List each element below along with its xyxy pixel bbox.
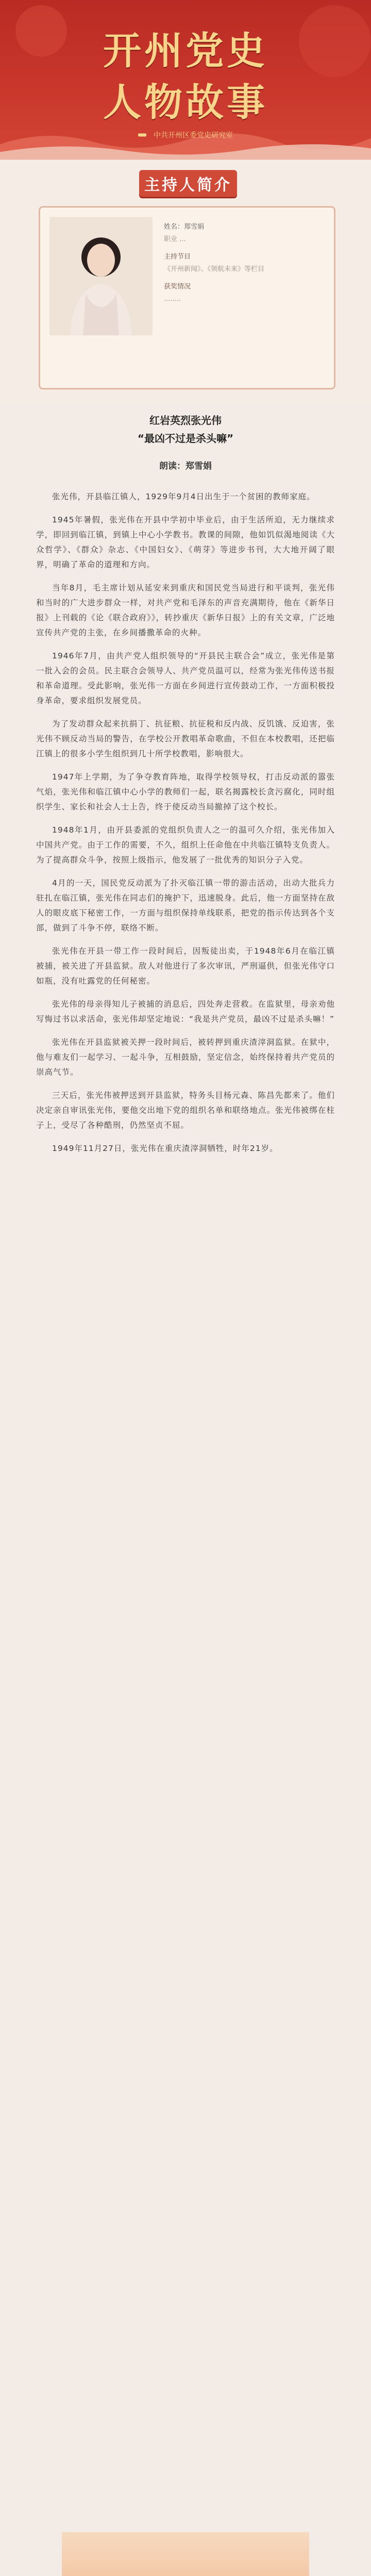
article-paragraph: 张光伟，开县临江镇人，1929年9月4日出生于一个贫困的教师家庭。: [52, 492, 315, 501]
article-paragraph: 1946年7月，由共产党人组织领导的“开县民主联合会”成立，张光伟是第一批入会的会员。民主联合会领导人、共产党员温可以，经常为张光伟传送书报和革命道理。受此影响，张光伟一方面在乡间进行宣传鼓动工作，一方面积极投身革命，要求组织发展党员。: [36, 651, 335, 705]
host-works-label: 主持节目: [164, 253, 191, 261]
banner-subtitle: [113, 128, 258, 142]
landscape-photo: [62, 2532, 309, 2576]
article-paragraph: 张光伟在开县一带工作一段时间后，因叛徒出卖，于1948年6月在临江镇被捕，被关进了开县监狱。敌人对他进行了多次审讯，严刑逼供，但张光伟守口如瓶，没有吐露党的任何秘密。: [36, 946, 335, 986]
article-title: 红岩英烈张光伟: [149, 414, 222, 427]
host-section-title: 主持人简介: [144, 176, 232, 194]
host-portrait-image: [49, 217, 153, 335]
host-honor: ........: [164, 295, 181, 303]
article-paragraph: 当年8月，毛主席计划从延安来到重庆和国民党当局进行和平谈判，张光伟和当时的广大进步群众一样，对共产党和毛泽东的声音充满期待，他在《新华日报》上刊载的《论《联合政府》》，转抄重庆《新华日报》上的有关文章，广泛地宣传共产党的主张，在乡间播撒革命的火种。: [36, 583, 335, 637]
article-heading: [0, 412, 371, 445]
article-paragraph: 三天后，张光伟被押送到开县监狱，特务头目杨元森、陈昌先都来了。他们决定亲自审讯张光伟，要他交出地下党的组织名单和联络地点。张光伟被绑在柱子上，受尽了各种酷刑，仍然坚贞不屈。: [36, 1091, 335, 1130]
host-section-header: [139, 170, 237, 197]
article-paragraph: 1945年暑假，张光伟在开县中学初中毕业后，由于生活所迫，无力继续求学，即回到临江镇，到镇上中心小学教书。教课的间隙，他如饥似渴地阅读《大众哲学》、《群众》杂志、《中国妇女》、《萌芽》等进步书刊，大大地开阔了眼界，明确了革命的道理和方向。: [36, 515, 335, 569]
reader-credit: 朗读：郑雪娟: [159, 461, 212, 471]
article-paragraph: 1948年1月，由开县委派的党组织负责人之一的温可久介绍，张光伟加入中国共产党。由于工作的需要，不久，组织上任命他在中共临江镇特支负责人。为了提高群众斗争，按照上级指示，他发展了一批优秀的知识分子入党。: [36, 825, 335, 865]
host-section: [0, 160, 371, 402]
article-paragraph: 张光伟在开县监狱被关押一段时间后，被转押到重庆渣滓洞监狱。在狱中，他与难友们一起学习、一起斗争，互相鼓励，坚定信念，始终保持着共产党员的崇高气节。: [36, 1038, 335, 1077]
article-subtitle: “最凶不过是杀头嘛”: [137, 432, 234, 445]
article-paragraph: 1947年上学期，为了争夺教育阵地，取得学校领导权，打击反动派的嚣张气焰，张光伟和临江镇中心小学的教师们一起，联名揭露校长贪污腐化，同时组织学生、家长和社会人士上告，终于使反动当局撤掉了这个校长。: [36, 772, 335, 811]
banner-title-line1: 开州党史: [103, 29, 268, 73]
host-name: 姓名：郑雪娟: [164, 223, 205, 231]
article-paragraph: 为了发动群众起来抗捐丁、抗征粮、抗征税和反内战、反饥饿、反迫害，张光伟不顾反动当局的警告，在学校公开教唱革命歌曲，不但在本校教唱，还把临江镇上的很多小学生组织到几十所学校教唱，影响很大。: [36, 719, 335, 758]
article-paragraph: 1949年11月27日，张光伟在重庆渣滓洞牺牲，时年21岁。: [52, 1144, 278, 1153]
article-paragraph: 张光伟的母亲得知儿子被捕的消息后，四处奔走营救。在监狱里，母亲劝他写悔过书以求活命，张光伟却坚定地说：“我是共产党员，最凶不过是杀头嘛！”: [36, 999, 335, 1024]
banner-subtitle-right: 中共开州区委党史研究室: [154, 131, 233, 140]
article-paragraph: 4月的一天，国民党反动派为了扑灭临江镇一带的游击活动，出动大批兵力驻扎在临江镇，张光伟在同志们的掩护下，迅速脱身。此后，他一方面坚持在敌人的眼皮底下秘密工作，一方面与组织保持单线联系，把党的指示传达到各个支部，做到了斗争不停，联络不断。: [36, 878, 335, 933]
host-photo: [49, 217, 153, 335]
host-honor-label: 获奖情况: [164, 283, 191, 291]
host-works: 《开州新闻》、《领航未来》等栏目: [164, 265, 265, 273]
article-body: [36, 489, 335, 1164]
host-card: [39, 206, 335, 389]
host-info: [164, 221, 324, 306]
header-banner: [0, 0, 371, 160]
banner-title-line2: 人物故事: [103, 80, 268, 125]
banner-subtitle-left: [138, 133, 146, 137]
landscape-image: [62, 2532, 309, 2576]
host-unit: 职业 ...: [164, 235, 186, 243]
